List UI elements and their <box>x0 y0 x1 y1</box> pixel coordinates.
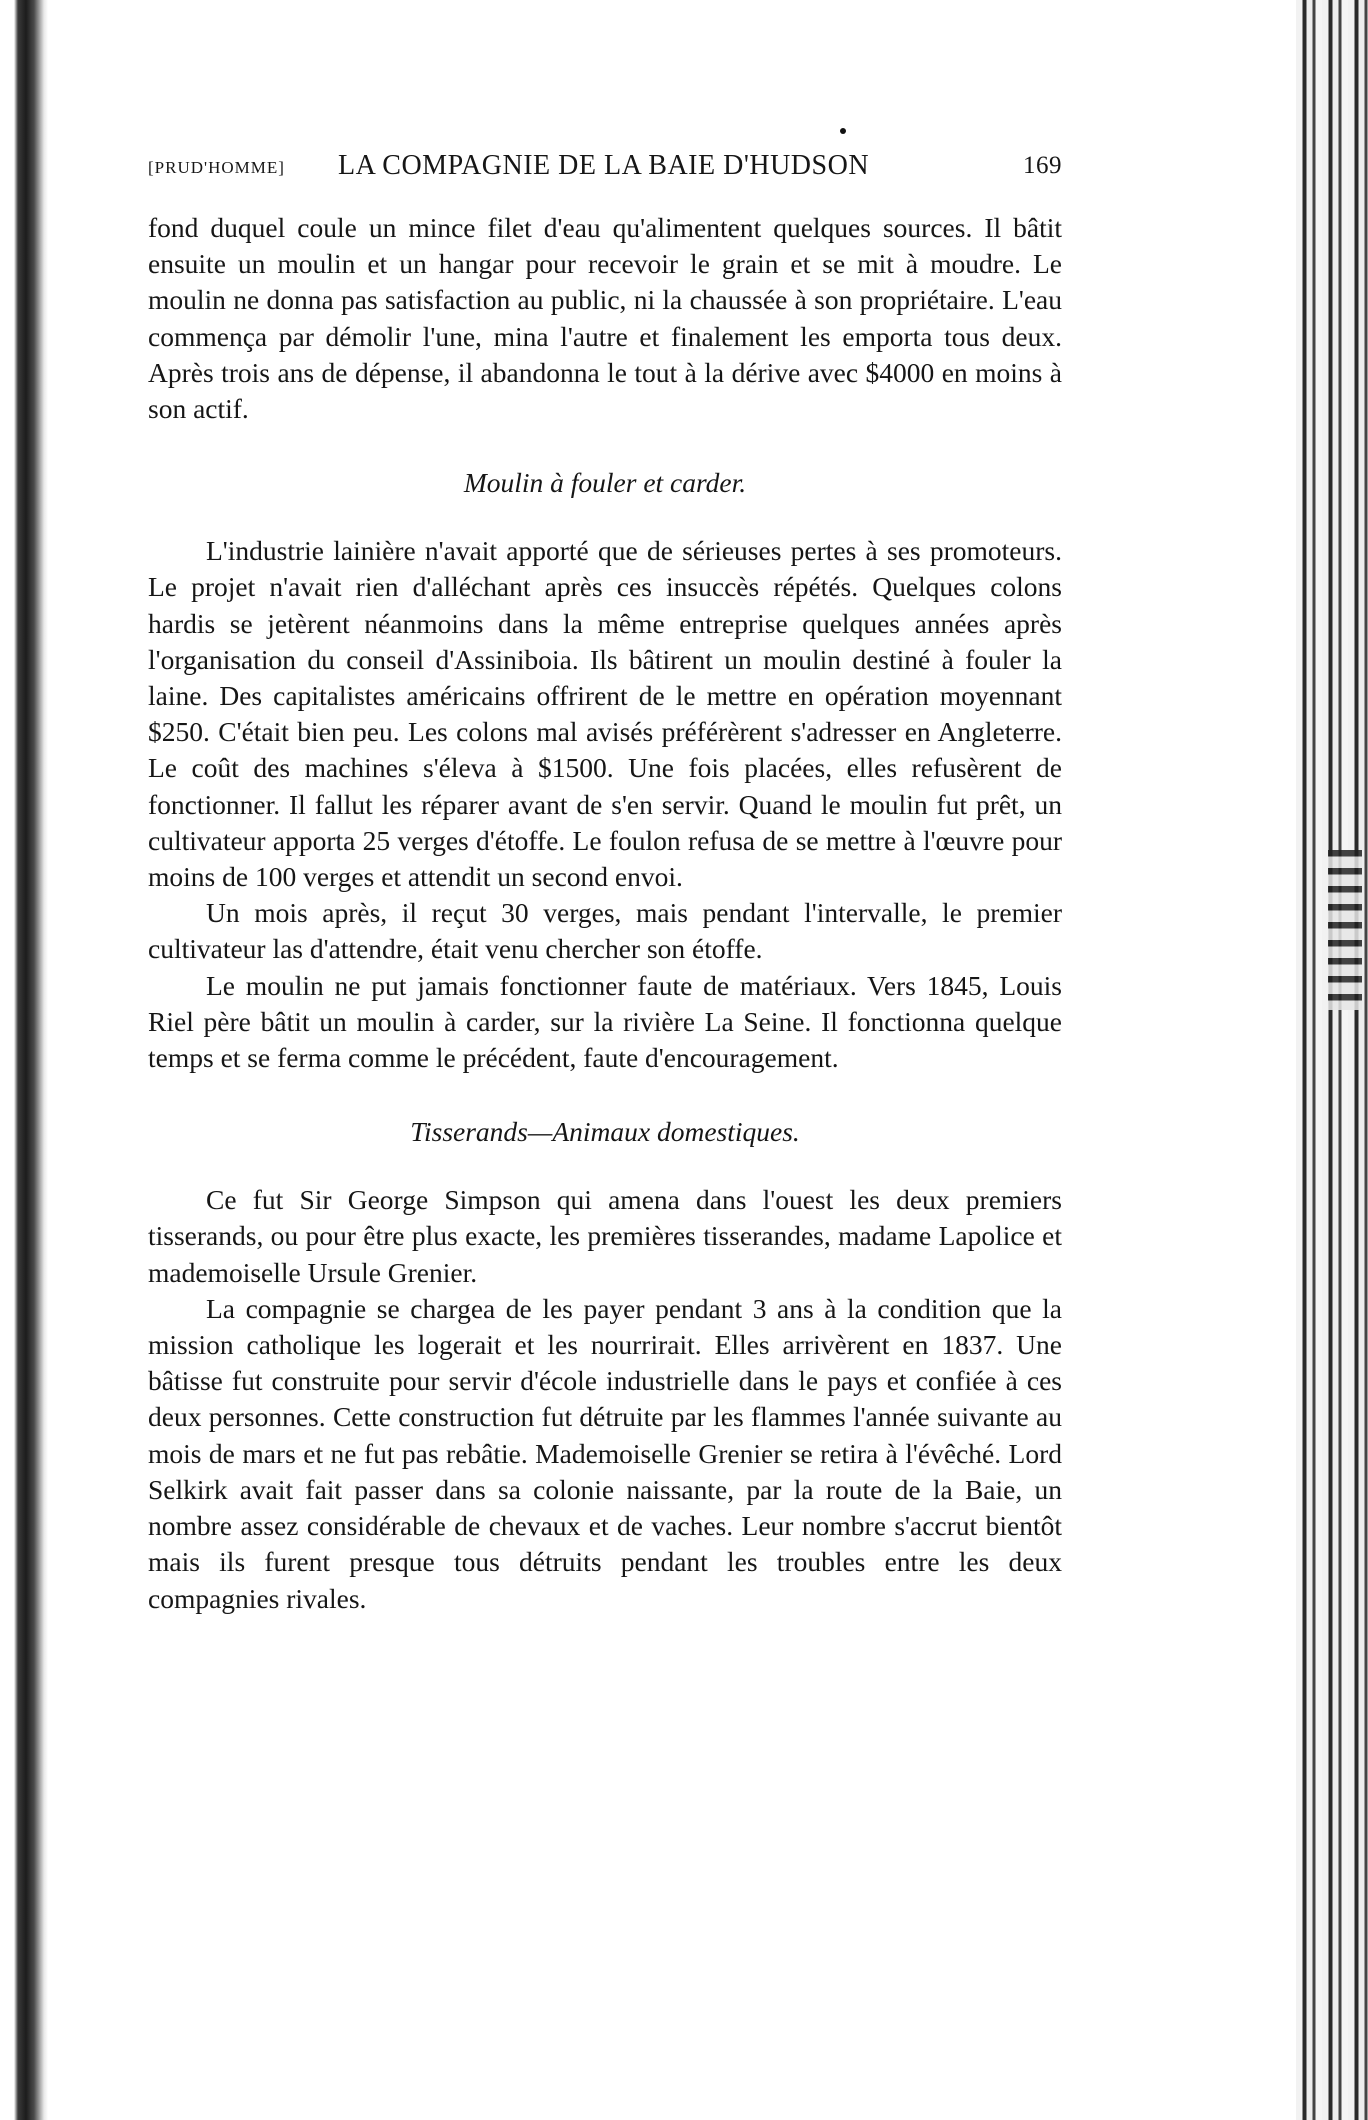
section-heading-moulin: Moulin à fouler et carder. <box>463 467 747 499</box>
binding-shadow <box>1328 850 1362 1010</box>
author-tag: [PRUD'HOMME] <box>148 158 285 177</box>
running-head <box>148 150 1062 190</box>
scan-border-left <box>0 0 48 2120</box>
paragraph: Ce fut Sir George Simpson qui amena dans l'ouest les deux premiers tisserands, ou pour être plus exacte, les premières tisserandes, madame Lapolice et mademoiselle Ursule Grenier. <box>148 1184 1062 1288</box>
scan-border-right <box>1296 0 1368 2120</box>
paragraph: Le moulin ne put jamais fonctionner faute de matériaux. Vers 1845, Louis Riel père bâtit un moulin à carder, sur la rivière La Seine. Il fonctionna quelque temps et se ferma comme le précédent, faute d'encouragement. <box>148 969 1062 1074</box>
paragraph-intro: fond duquel coule un mince filet d'eau qu'alimentent quelques sources. Il bâtit ensuite un moulin et un hangar pour recevoir le grain et se mit à moudre. Le moulin ne donna pas satisfaction au public, ni la chaussée à son propriétaire. L'eau commença par démolir l'une, mina l'autre et finalement les emporta tous deux. Après trois ans de dépense, il abandonna le tout à la dérive avec $4000 en moins à son actif. <box>148 212 1062 425</box>
book-page <box>148 150 1062 1617</box>
ink-speck <box>840 128 846 134</box>
paragraph: La compagnie se chargea de les payer pendant 3 ans à la condition que la mission catholique les logerait et les nourrirait. Elles arrivèrent en 1837. Une bâtisse fut construite pour servir d'école industrielle dans le pays et confiée à ces deux personnes. Cette construction fut détruite par les flammes l'année suivante au mois de mars et ne fut pas rebâtie. Mademoiselle Grenier se retira à l'évêché. Lord Selkirk avait fait passer dans sa colonie naissante, par la route de la Baie, un nombre assez considérable de chevaux et de vaches. Leur nombre s'accrut bientôt mais ils furent presque tous détruits pendant les troubles entre les deux compagnies rivales. <box>148 1292 1062 1614</box>
page-number: 169 <box>1023 152 1062 179</box>
paragraph: L'industrie lainière n'avait apporté que de sérieuses pertes à ses promoteurs. Le projet n'avait rien d'alléchant après ces insuccès répétés. Quelques colons hardis se jetèrent néanmoins dans la même entreprise quelques années après l'organisation du conseil d'Assiniboia. Ils bâtirent un moulin destiné à fouler la laine. Des capitalistes américains offrirent de le mettre en opération moyennant $250. C'était bien peu. Les colons mal avisés préférèrent s'adresser en Angleterre. Le coût des machines s'éleva à $1500. Une fois placées, elles refusèrent de fonctionner. Il fallut les réparer avant de s'en servir. Quand le moulin fut prêt, un cultivateur apporta 25 verges d'étoffe. Le foulon refusa de se mettre à l'œuvre pour moins de 100 verges et attendit un second envoi. <box>148 535 1062 893</box>
running-title: LA COMPAGNIE DE LA BAIE D'HUDSON <box>338 150 870 181</box>
paragraph: Un mois après, il reçut 30 verges, mais pendant l'intervalle, le premier cultivateur las d'attendre, était venu chercher son étoffe. <box>148 897 1062 965</box>
section-heading-tisserands: Tisserands—Animaux domestiques. <box>410 1116 800 1148</box>
